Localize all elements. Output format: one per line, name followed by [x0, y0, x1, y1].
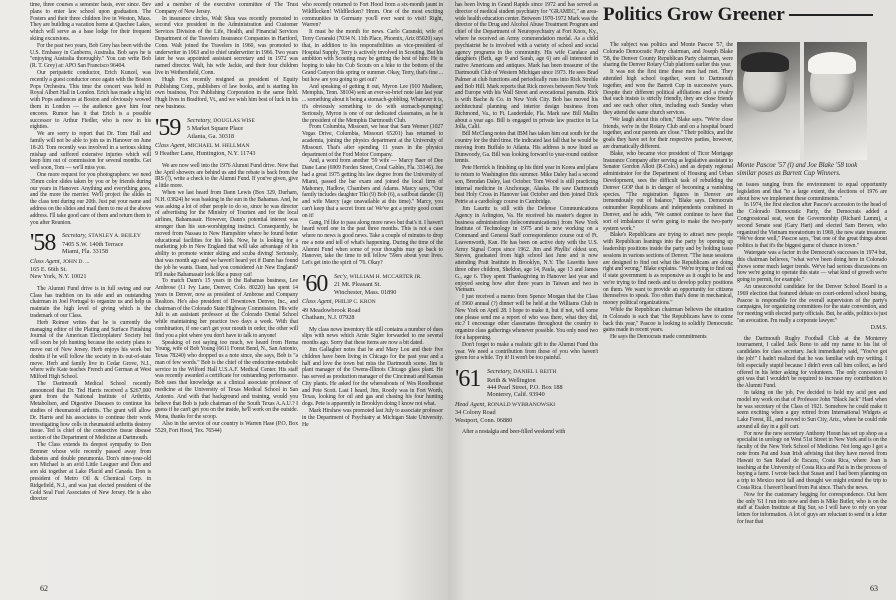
- paragraph: on issues ranging from the environment to equal opportunity legislation and that "to a large extent, the elections of 1976 are about how we implement these commitments.": [737, 182, 887, 202]
- paragraph: In 1974, the first election after Pascoe's accession to the head of the Colorado Democratic Party, the Democrats added a Congressional seat, won the Governorship (Richard Lamm), a second Senate seat (Gary Hart) and elected Sam Brown, who organized the Vietnam moratorium in 1969, the new state treasurer. "We've done well," Pascoe says, "but one of the great things about politics is that it's the biggest game of chance in town.": [737, 202, 887, 250]
- column-right-1: [455, 2, 598, 436]
- paragraph: Now for the customary begging for correspondence. Out here the only '61 I run into now and then is Mike Butler, who is on the staff at Esalen Institute at Big Sur, so I will have to rely on your letters for information. A lot of guys are reluctant to send in a letter for fear that: [737, 491, 887, 526]
- paragraph: When we last heard from Dann Lewis (Box 329, Durham, N.H. 03824) he was basking in the sun in the Bahamas. And, he was asking a lot of other people to do so, since he was director of advertising for the Ministry of Tourism and for the local airlines, Bahamasair. However, Dann's potential interest was stronger than his sun-worshipping instinct. Consequently, he moved from Nassau to New Hampshire where he found better educational facilities for his kids. Now, he is looking for a marketing job in New England that will take advantage of his ability to promote winter skiing and scuba diving! Seriously, that was month ago and we haven't heard yet if Dann has found the job he wants. Dann, had you considered Air New England? It'll make Bahamasair look like a pussy cat!: [155, 189, 298, 278]
- author-initials: D.M.S.: [870, 324, 887, 331]
- paragraph: After a nostalgia and beer-filled weekend with: [462, 429, 566, 436]
- agent-name: MICHAEL M. HELLMAN: [187, 142, 250, 149]
- page-number-left: 62: [40, 584, 48, 593]
- agent-name: PHILIP C. KRON: [334, 299, 376, 306]
- paragraph: Our peripatetic conductor, Erich Kunzel, was recently a guest conductor once again with the Boston Pops Orchestra. This time the concert was held in Royal Albert Hall in London. Erich has made a big hit with Pops audiences at Boston and obviously wowed them in London — the audience gave him four encores. Rumor has it that Erich is a possible successor to Arthur Fiedler, who is now in his eighties.: [30, 69, 151, 131]
- address-line: 49 Meadowbrook Road: [302, 306, 361, 314]
- paragraph: Pete Herrick is finishing up his third year in Korea and plans to return to Washington this summer. Mike Daley had a second son, Brendan Daley, last October. Tom Wood is still practicing internal medicine in Anchorage, Alaska. He saw Dartmouth beat Holy Cross in Hanover last October and then joined Dick Petrie at a cardiology course in Cambridge.: [455, 165, 598, 206]
- article-title-text: Politics Grow Greener: [603, 4, 785, 25]
- address-line: Atlanta, Ga. 30318: [187, 132, 235, 140]
- paragraph: We are now well into the 1976 Alumni Fund drive. Now that the April showers are behind us and the rebate is back from the IRS (!), write a check to the Alumni Fund. If you've given, give a little more.: [155, 162, 298, 190]
- paragraph: In insurance circles, Walt Shea was recently promoted to second vice president in the Administration and Customer Services Division of the Life, Health, and Financial Services Department of the Travelers Insurance Companies in Hartford, Conn. Walt joined the Travelers in 1960, was promoted to underwriter in 1963 and to chief underwriter in 1966. Two years later he was appointed assistant secretary and in 1972 was named director. Walt, his wife Jackie, and their four children live in Wethersfield, Conn.: [155, 15, 298, 76]
- secretary-info: [487, 368, 563, 399]
- paragraph: and a member of the executive committee of The Trust Company of New Jersey.: [155, 2, 298, 15]
- agent-name: JOHN D. ...: [62, 258, 90, 265]
- class-year: '59: [155, 114, 181, 141]
- agent-role: Head Agent,: [455, 400, 486, 408]
- class-agent-info: [30, 258, 151, 281]
- secretary-name: DOUGLAS WISE: [213, 117, 255, 124]
- column-left-1: [30, 2, 151, 503]
- paragraph: To match Dann's 15 years in the Bahamas business, Lee Ambrose (11 Ivy Lane, Denver, Colo. 80220) has spent 14 years in Denver, now as president of Ambrose and Company Realtors. He's also president of Downtown Denver, Inc., and chairman of the Colorado State Highway Commission. His wife Juli is an assistant professor at the Colorado Dental School while maintaining her practice two days a week. With that combination, if one can't get your mouth in order, the other will find you a plot where you don't have to talk to anyone!: [155, 278, 298, 339]
- paragraph: And, a word from another '59 wife — Marcy Baer of Dee Dane Lane (6909 Forden Street, Coral Gables, Fla. 33146). Joe had a great 1975 getting his law degree from the University of Miami, passed the bar exam and joined the local firm of Mahoney, Hadlow, Chambers and Adams. Marcy says, "Our family includes daughter Tiki (9) Bob (6), a sailboat dander (3) and wife Marcy (age unavailable at this time)." Marcy, you can't keep that a secret from us! We've got a pretty good count on it!: [302, 158, 443, 219]
- address-line: 165 E. 66th St.: [30, 265, 67, 273]
- paragraph: Also in the service of our country is Warren Hase (P.O. Box 5529, Fort Hood, Tex. 76544): [155, 421, 298, 434]
- address-line: Winchester, Mass. 01890: [334, 288, 397, 296]
- secretary-info: [334, 273, 422, 296]
- paragraph: who recently returned to Fort Hood from a six-month jaunt in Wildflecken! Wildflecken? Hmm. One of the most exciting communities in Germany you'll ever want to visit! Right, Warren?: [302, 2, 443, 29]
- paragraph: the Dartmouth Rugby Football Club at the Monterey tournament, I called Jack Reno to add my name to his list of candidates for class secretary. Jack immediately said, "You've got the job!" I hadn't realized that he was familiar with my writing. I felt especially stupid because I didn't even call him collect, as he'd offered in his letter asking for volunteers. The only concession I got was that I wouldn't be required to increase my contribution to the Alumni Fund.: [737, 335, 887, 390]
- agent-role: Class Agent,: [302, 298, 334, 306]
- paragraph: Jim Lauritz is still with the Defense Communications Agency in Arlington, Va. He received his master's degree in business administration (telecommunications) from New York Institute of Technology in 1975 and is now working on a Command and General Staff correspondence course out of Ft. Leavenworth, Kan. He has been on active duty with the U.S. Army Signal Corps since 1962. Jim and Phyllis' oldest son, Steven, graduated from high school last June and is now attending Pratt Institute in Brooklyn, N.Y. The Leavitts have three other children, Sheldon, age 14, Paula, age 13 and James G., age 6. They spent Thanksgiving in Hanover last year and enjoyed seeing how after three years in Taiwan and two in Vietnam.: [455, 205, 598, 294]
- photo-caption: Monte Pascoe '57 (l) and Joe Blake '58 took similar poses as Barrett Cup Winners.: [737, 162, 858, 177]
- address-line: New York, N.Y. 10021: [30, 273, 87, 281]
- address-line: 9 Heather Lane, Huntington, N.Y. 11743: [155, 150, 256, 158]
- paragraph: I just received a memo from Spence Morgan that the Class of 1960 annual (?) dinner will be held at the Williams Club in New York on April 28. I hope to make it, but if not, will some one please send me a report of who was there, what they did, etc.? I encourage other classmates throughout the country to organize class gatherings whenever possible. You only need two for a happening.: [455, 294, 598, 342]
- paragraph: Mark Hirshaw was promoted last July to associate professor in the Department of Psychiatry at Michigan State University. He: [302, 408, 443, 428]
- paragraph: We are sorry to report that Dr. Tom Hall and family will not be able to join us in Hanover on June 18-20. Tom recently was involved in a serious skiing mishap and suffered extensive injuries which will keep him out of commission for several months. Get well soon, Tom — we'll miss you.: [30, 131, 151, 172]
- paragraph: Herb Reimer writes that he is currently the managing editor of the Plating and Surface Finishing Journal of the American Electroplaters' Society but will soon be job hunting because the society plans to move out of New Jersey. Herb enjoys his work but doubts if he will follow the society in its out-of-state move. Herb and family live in Cedar Grove, N.J., where wife Kate teaches French and German at West Milford High School.: [30, 319, 151, 381]
- paragraph: The Dartmouth Medical School recently announced that Dr. Ted Harris received a $267,000 grant from the National Institute of Arthritis, Metabolism, and Digestive Diseases to continue his studies of rheumatoid arthritis. The grant will allow Dr. Harris and his associates to continue their work investigating how cells in rheumatoid arthritis destroy tissue. Ted is chief of the connective tissue disease section of the Department of Medicine at Dartmouth.: [30, 380, 151, 442]
- paragraph: Watergate was a factor in the Democrat's successes in 1974 but, this chairman believes, "what we've been doing here in Colorado shows some much larger trends. We've had serious discussions on how we're going to operate this state — what kind of growth we're going to permit, for example.": [737, 249, 887, 284]
- secretary-info: [62, 232, 141, 255]
- paragraph: Hugh Fox recently resigned as president of Equity Publishing Corp., publishers of law books, and is starting his own business, Fox Publishing Corporation in the same field. Hugh lives in Bradford, Vt., and we wish him best of luck in his new business.: [155, 76, 298, 110]
- paragraph: Jim Gallagher notes that he and Mary Lou and their five children have been living in Chicago for the past year and a half and love the town but miss the Dartmouth scene. Jim is plant manager of the Owens-Illinois Chicago glass plant. He has served as production manager of the Cincinnati and Kansas City plants. He asked for the whereabouts of Wes Roodhouse and Pete Scott. Last I heard, Jim, Roody was in Fort Worth, Texas, looking for oil and gas and chasing his four hunting dogs. Pete is apparently in Brooklyn doing I know not what.: [302, 346, 443, 408]
- paragraph: Gang, I'd like to pass along more news but that's it. I haven't heard word one in the past three months. This is not a case where no news is good news. Take a couple of minutes to drop me a note and tell of what's happening. During the time of the Alumni Fund when some of your thoughts may go back to Hanover, take the time to tell fellow '59ers about your lives. Let's get into the spirit of '76. Okay?: [302, 219, 443, 267]
- article-photo: [737, 42, 867, 160]
- column-right-2: [603, 42, 733, 341]
- column-left-3: [302, 2, 443, 428]
- address-line: 21 Mt. Pleasant St.: [334, 281, 381, 289]
- paragraph: One more request for you photographers: we need 35mm color slides taken by you or by friends during our years in Hanover. Anything and everything goes, and the more the merrier. We'll project the slides in the class tent during our 20th. Just put your name and address on the slides and mail them to me at the above address. I'll take good care of them and return them to you after Reunion.: [30, 171, 151, 226]
- paragraph: It must be the month for news. Carlo Caranski, wife of Terry Ceranski (7034 N. 11th Place, Phoenix, Ariz 85020) says that, in addition to his responsibilities as vice-president of Hospital Supply, Terry is actively involved in Scouting. But his ambition with Scouting may be getting the best of him: He is hoping to take his Cub Scouts on a hike to the bottom of the Grand Canyon this spring or summer. Okay, Terry, that's fine ... but how are you going to get out?: [302, 29, 443, 83]
- class-header: [30, 232, 151, 255]
- paragraph: Bill McClung notes that IBM has taken him out south for the country for the third time. He indicated last fall that he would be moving from Buffalo to Atlanta. His address is now listed as Dunwoody, Ga. Bill was looking forward to year-round outdoor tennis.: [455, 131, 598, 165]
- address-line: 444 Pearl Street, P.O. Box 188: [487, 384, 563, 392]
- paragraph: While the Republican chairman believes the situation in Colorado is such that "the Republicans have to come back this year," Pascoe is looking to solidify Democratic gains made in recent years.: [603, 307, 733, 334]
- agent-name: RONALD WYBRANOWSKI: [487, 401, 556, 408]
- photo-joe-blake: [804, 42, 867, 160]
- secretary-role: Secretary,: [187, 116, 212, 124]
- paragraph: Blake's Republicans are trying to attract new people with Republican leanings into the party by opening up leadership positions inside the party and by holding issue sessions in various sections of Denver. "The issue sessions are designed to find out what the Republicans are doing right and wrong," Blake explains. "We're trying to find out if state government is as responsive as it ought to be and we're trying to find needs and to develop policy positions on them. We want to provide an opportunity for citizens themselves to speak. Too often that's done in mechanical, money political organizations.": [603, 232, 733, 307]
- address-line: Reith & Wellington: [487, 376, 536, 384]
- paragraph: For the past two years, Bob Grey has been with the U.S. Embassy in Canberra, Australia. Bob says he is "enjoying Australia thoroughly." You can write Bob (R. T. Grey) at: APO San Francisco 96404.: [30, 42, 151, 70]
- paragraph: The Alumni Fund drive is in full swing and our Class has tradition on its side and an outstanding chairman in Joel Portugal to organize us and help us maintain the high level of giving which is the trademark of our Class.: [30, 285, 151, 319]
- paragraph: Speaking of not saying too much, we heard from Hema Young, wife of Bob Young (6611 Forest Bend, N., San Antonio, Texas 78240) who dropped us a note since, she says, Bob is "a man of few words." Bob is the chief of the endocrine-metabolic service in the Wilford Hall U.S.A.F. Medical Center. His staff was recently awarded a certificate for outstanding performance. Bob uses that knowledge as a clinical associate professor of medicine at the University of Texas Medical School in San Antonio. And with that background and training, would you believe that Bob is judo chairman of the South Texas A.A.U.? I guess if he can't get you on the inside, he'll work on the outside. Mona, thanks for the scoop.: [155, 339, 298, 421]
- agent-role: Class Agent,: [155, 141, 187, 149]
- paragraph: For now the new secretary Anthony Horan has set up shop as a specialist in urology on West 51st Street in New York and is on the faculty of the New York School of Medicine. Not long ago I got a note from Pat and Joan Irish advising that they have moved from Hawaii to San Rafael de Escazu, Costa Rica, where Joan is teaching at the University of Costa Rica and Pat is in the process of buying a farm. I wrote back that Susan and I had been planning on a trip to Mexico next fall and thought we might extend the trip to Costa Rica. I haven't heard from Pat since. That's the news.: [737, 430, 887, 492]
- paragraph: He says the Democrats made commitments: [610, 334, 707, 341]
- paragraph: And speaking of getting it out, Myron Lee (910 Madison, Memphis, Tenn. 38104) sent an ever-so-brief note late last year ... something about it being a stomach-gobbling. Whatever it is, it's obviously something to do with stomach-pumping! Seriously, Myron is one of our dedicated classmates, as he is the president of the Memphis Dartmouth Club.: [302, 83, 443, 124]
- paragraph: has been living in Grand Rapids since 1972 and has served as director of medical student psychiatry for "GRAMEC," an area-wide health education center. Between 1970-1972 Mark was the director of the Drug and Alcohol Abuse Treatment Program and chief of the Department of Neuropsychiatry at Fort Knox, Ky., where he received an Army commendation medal. As a child psychiatrist he is involved with a variety of school and social agency programs in the community. His wife Candace and daughters (Beth, age 9 and Sarah, age 6) are all interested in native Americans and antiques. Mark has been treasurer of the Dartmouth Club of Western Michigan since 1973. He sees Brad Palmer at club functions and periodically runs into Rick Strehle and Bob Hill. Mark reports that Rick moves between New York and Europe with his Wall Street and avocational pursuits. Rick is with Bache & Co. in New York City. Bob has moved his architectural planning and interior design business from Richmond, Va., to Ft. Lauderdale, Fla. Mark saw Bill Mallin about a year ago. Bill is engaged in private law practice in La Jolla, Calif.: [455, 2, 598, 131]
- class-year: '61: [455, 366, 481, 393]
- paragraph: time, three courses a semester basis, ever since. Bev plans to enter law school upon graduation. The Fosters and their three children live in Weston, Mass. They are building a vacation home at Quechee Lakes, which will serve as a base lodge for their frequent skiing excursions.: [30, 2, 151, 42]
- address-line: Miami, Fla. 33158: [62, 248, 109, 256]
- class-header: [302, 273, 443, 296]
- address-line: Monterey, Calif. 93940: [487, 391, 545, 399]
- address-line: 5 Market Square Place: [187, 125, 244, 133]
- agent-role: Class Agent,: [30, 257, 62, 265]
- paragraph: In taking on the job, I've decided to hold my acid pen and model my work on that of Professor John "Black Jack" Hard when he was secretary of the Class of 1921. Somehow he could make it seem exciting when a guy retired from International Widgets at Lake Forest, Ill., and moved to Sun City, Ariz., where he could ride around all day in a golf cart.: [737, 389, 887, 430]
- column-right-3: [737, 182, 887, 526]
- column-left-2: [155, 2, 298, 435]
- class-header: [455, 368, 598, 399]
- paragraph: An unsuccessful candidate for the Denver School Board in a 1969 election that featured debate on court-ordered school busing, Pascoe is responsible for the overall supervision of the party's campaigns, for organizing committees for the state convention, and for meeting with elected party officials. But, he adds, politics is just "an avocation. I'm really a corporate lawyer.": [737, 283, 887, 324]
- address-line: 7405 S.W. 140th Terrace: [62, 240, 124, 248]
- secretary-name: WILLIAM H. MCCARTER JR.: [349, 274, 422, 281]
- secretary-name: DANIEL I. REITH: [513, 369, 557, 376]
- secretary-name: STANLEY A. BEILEY: [88, 233, 141, 240]
- paragraph: The subject was politics and Monte Pascoe '57, the Colorado Democratic Party chairman, and Joseph Blake '58, the Denver County Republican Party chairman, were sharing the Denver Rotary Club platform earlier this year.: [603, 42, 733, 69]
- secretary-role: Secretary,: [62, 232, 87, 240]
- address-line: Chatham, N.J. 07928: [302, 314, 355, 322]
- class-header: [155, 114, 298, 141]
- page-number-right: 63: [870, 584, 878, 593]
- secretary-role: Secretary,: [487, 368, 512, 376]
- paragraph: The Class extends its deepest sympathy to Don Brenner whose wife recently passed away from diabetes and double pneumonia. Don's nine-year-old son Michael is an avid Little Leaguer and Don and son ski together at Lake Placid and Canada. Don is president of Metro Oil & Chemical Corp. in Ridgefield, N.J., and was just elected president of the Gold Seal Fuel Associates of New Jersey. He is also director: [30, 442, 151, 503]
- class-year: '58: [30, 230, 56, 257]
- paragraph: "We laugh about this often," Blake says. "We're close friends, we're in the Rotary Club and on a hospital board together, and our parents are close." Their politics, and the goals they have set for their respective parties, however, are dramatically different.: [603, 116, 733, 150]
- class-agent-info: [155, 142, 298, 158]
- paragraph: Blake, who became vice president of Ticor Mortgage Insurance Company after serving as legislative assistant to Senator Gordon Allott (R-Colo.) and as deputy regional administrator for the Department of Housing and Urban Development, sees the difficult task of rebuilding the Denver GOP that is in danger of becoming a vanishing species. "The registration figures in Denver are tremendously out of balance," Blake says. Democrats outnumber Republicans and independents combined in Denver, and he adds, "We cannot continue to have that sort of imbalance if we're going to make the two-party system work.": [603, 150, 733, 232]
- article-title: [603, 4, 873, 26]
- paragraph: My class news inventory file still contains a number of dues slips with news which Arnie Sigler forwarded to me several months ago. Sorry that these items are now a bit dated.: [302, 326, 443, 347]
- paragraph: Don't forget to make a realistic gift to the Alumni Fund this year. We need a contribution from those of you who haven't given for a while. Try it! It won't be too painful.: [455, 341, 598, 362]
- class-agent-info: [455, 401, 598, 424]
- photo-monte-pascoe: [737, 42, 800, 160]
- paragraph: From Columbia, Missouri, we hear that Sam Werner (1027 Vegas Drive, Columbia, Missouri 65201) has returned to academia, joining the physics department at the University of Missouri. That's after spending 11 years in the physics department of the Ford Motor Company.: [302, 124, 443, 158]
- paragraph: It was not the first time these men had met. They attended high school together, went to Dartmouth together, and won the Barrett Cup in successive years. Despite their different political affiliations and a rivalry that each insists is strictly friendly, they are close friends and see each other often, including each Sunday when they attend the same church services.: [603, 69, 733, 116]
- title-rule: [789, 14, 873, 16]
- address-line: 34 Colony Road: [455, 409, 496, 417]
- class-year: '60: [302, 271, 328, 298]
- secretary-role: Sec'y,: [334, 273, 348, 281]
- secretary-info: [187, 117, 255, 140]
- address-line: Westport, Conn. 06880: [455, 416, 513, 424]
- class-agent-info: [302, 298, 443, 321]
